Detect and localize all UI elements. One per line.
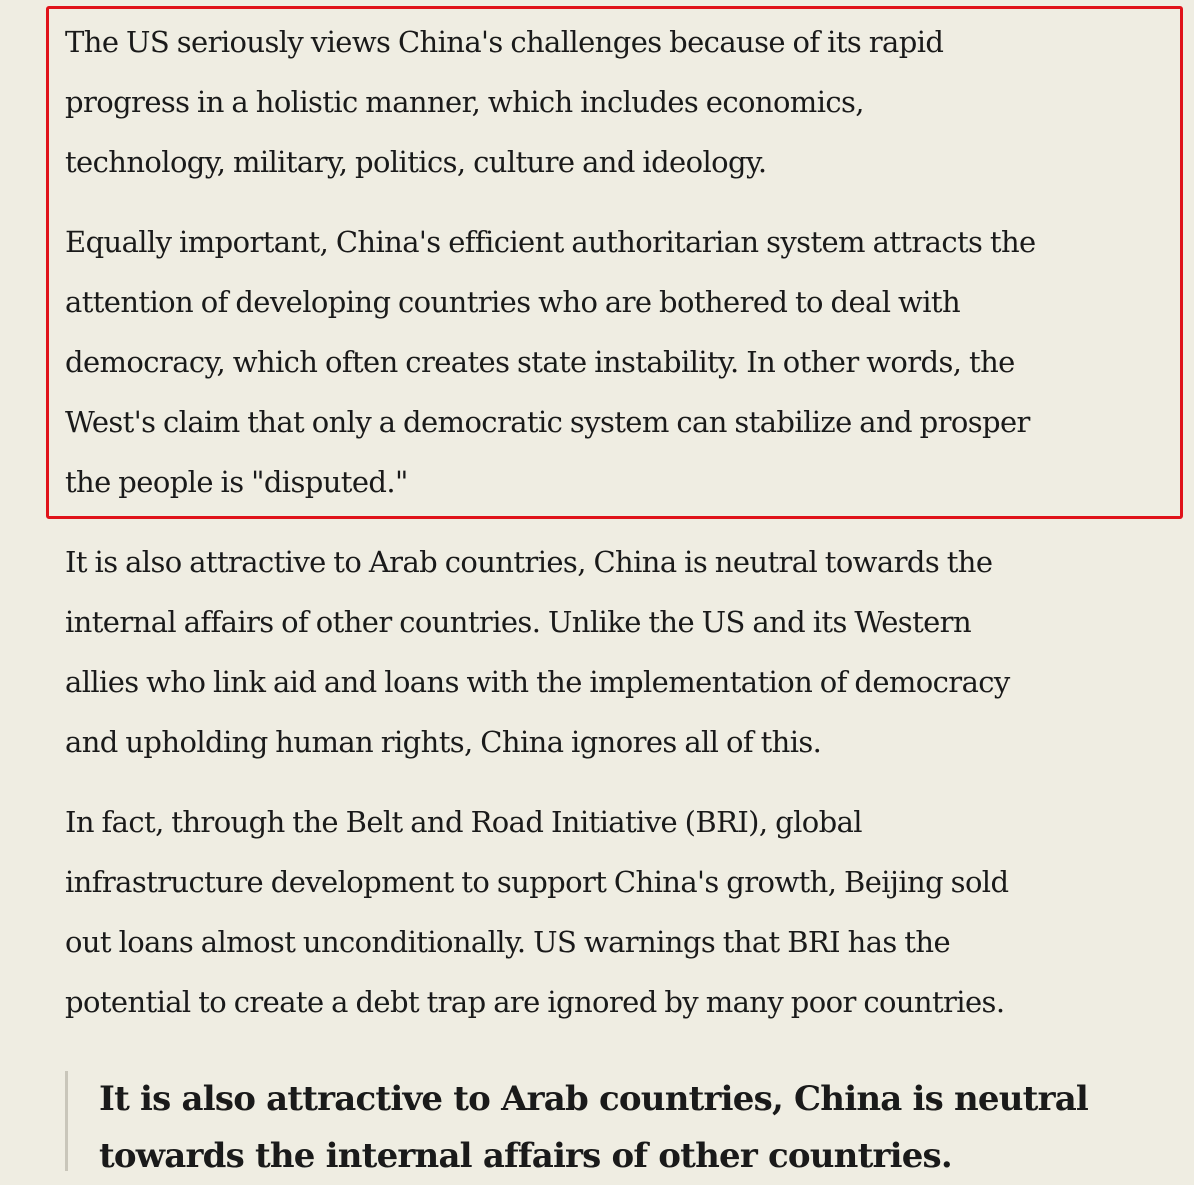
pull-quote-line: towards the internal affairs of other countries. — [99, 1136, 952, 1176]
pull-quote — [65, 1071, 1190, 1176]
paragraph-2 — [65, 212, 1190, 512]
paragraph-line: internal affairs of other countries. Unlike the US and its Western — [65, 605, 972, 639]
paragraph-line: democracy, which often creates state instability. In other words, the — [65, 345, 1015, 379]
paragraph-line: West's claim that only a democratic system can stabilize and prosper — [65, 405, 1030, 439]
paragraph-line: It is also attractive to Arab countries, China is neutral towards the — [65, 545, 993, 579]
paragraph-line: allies who link aid and loans with the implementation of democracy — [65, 665, 1010, 699]
paragraph-line: In fact, through the Belt and Road Initiative (BRI), global — [65, 805, 862, 839]
paragraph-line: technology, military, politics, culture and ideology. — [65, 145, 767, 179]
paragraph-line: and upholding human rights, China ignores all of this. — [65, 725, 822, 759]
paragraph-line: The US seriously views China's challenges because of its rapid — [65, 25, 944, 59]
paragraph-line: Equally important, China's efficient authoritarian system attracts the — [65, 225, 1036, 259]
pull-quote-text — [99, 1071, 1190, 1185]
paragraph-line: potential to create a debt trap are ignored by many poor countries. — [65, 985, 1005, 1019]
paragraph-line: progress in a holistic manner, which includes economics, — [65, 85, 864, 119]
paragraph-4 — [65, 792, 1190, 1032]
paragraph-line: out loans almost unconditionally. US warnings that BRI has the — [65, 925, 951, 959]
paragraph-line: infrastructure development to support China's growth, Beijing sold — [65, 865, 1009, 899]
paragraph-3 — [65, 532, 1190, 772]
pull-quote-line: It is also attractive to Arab countries, China is neutral — [99, 1079, 1089, 1119]
paragraph-line: the people is "disputed." — [65, 465, 408, 499]
paragraph-1 — [65, 12, 1190, 192]
paragraph-line: attention of developing countries who are bothered to deal with — [65, 285, 961, 319]
